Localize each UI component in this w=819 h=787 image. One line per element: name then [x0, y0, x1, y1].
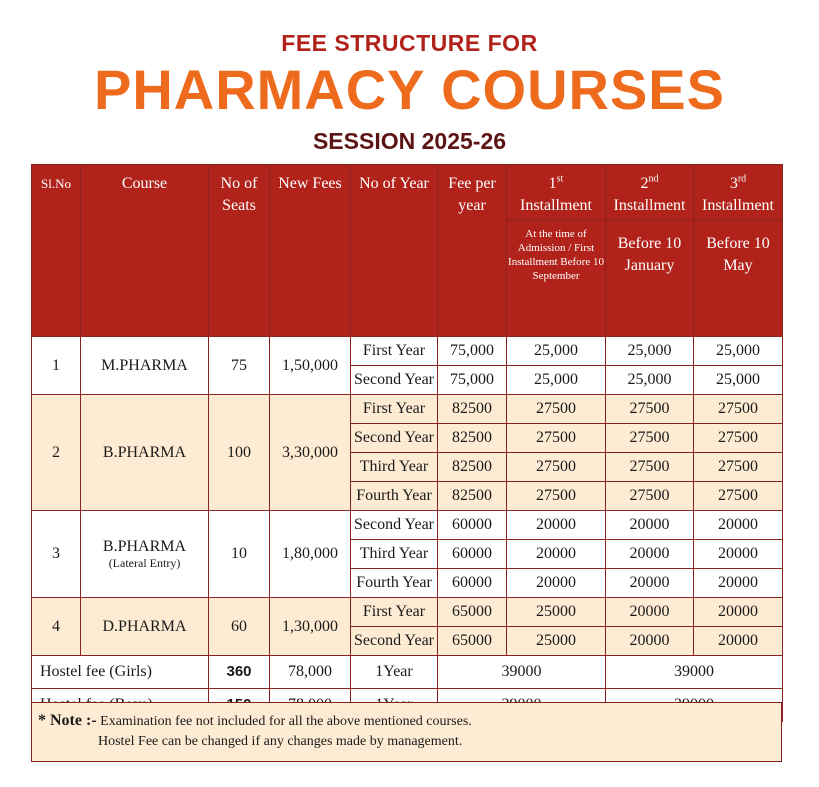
fee-per-year: 82500 [438, 482, 507, 511]
installment-3-amount: 20000 [694, 627, 783, 656]
installment-2-amount: 27500 [606, 424, 694, 453]
installment-3-amount: 27500 [694, 453, 783, 482]
year-label: Second Year [351, 627, 438, 656]
fee-per-year: 75,000 [438, 366, 507, 395]
installment-1-amount: 27500 [507, 424, 606, 453]
installment-2-amount: 27500 [606, 395, 694, 424]
course-name-text: B.PHARMA [102, 443, 187, 461]
year-label: Third Year [351, 540, 438, 569]
fee-per-year: 65000 [438, 627, 507, 656]
installment-2-amount: 25,000 [606, 337, 694, 366]
installment-3-amount: 20000 [694, 540, 783, 569]
header-installment-3: 3rd Installment [694, 165, 783, 221]
installment-2-amount: 27500 [606, 453, 694, 482]
installment-3-amount: 27500 [694, 395, 783, 424]
fee-per-year: 60000 [438, 540, 507, 569]
fee-per-year: 60000 [438, 511, 507, 540]
course-slno: 1 [32, 337, 81, 395]
installment-3-amount: 20000 [694, 511, 783, 540]
heading-fee-structure: FEE STRUCTURE FOR [281, 30, 538, 56]
installment-2-amount: 20000 [606, 511, 694, 540]
course-slno: 4 [32, 598, 81, 656]
header-fee-per-year: Fee per year [438, 165, 507, 337]
header-slno: Sl.No [32, 165, 81, 337]
header-installment-1: 1st Installment [507, 165, 606, 221]
year-label: Fourth Year [351, 569, 438, 598]
heading-pharmacy-courses: PHARMACY COURSES [93, 58, 726, 121]
year-label: Second Year [351, 424, 438, 453]
hostel-seats: 360 [209, 656, 270, 689]
installment-1-amount: 20000 [507, 511, 606, 540]
hostel-label: Hostel fee (Girls) [32, 656, 209, 689]
installment-2-amount: 20000 [606, 569, 694, 598]
course-name [81, 395, 209, 511]
header-no-of-year: No of Year [351, 165, 438, 337]
year-label: First Year [351, 598, 438, 627]
installment-3-amount: 25,000 [694, 366, 783, 395]
fee-table [31, 164, 783, 722]
year-label: Fourth Year [351, 482, 438, 511]
installment-1-amount: 25000 [507, 627, 606, 656]
year-label: Second Year [351, 511, 438, 540]
course-seats: 75 [209, 337, 270, 395]
hostel-year: 1Year [351, 656, 438, 689]
header-seats: No of Seats [209, 165, 270, 337]
installment-3-amount: 20000 [694, 569, 783, 598]
installment-2-amount: 20000 [606, 540, 694, 569]
course-name [81, 598, 209, 656]
installment-3-amount: 20000 [694, 598, 783, 627]
course-name-text: B.PHARMA [102, 537, 187, 555]
installment-2-amount: 27500 [606, 482, 694, 511]
installment-2-amount: 20000 [606, 627, 694, 656]
header-installment-2: 2nd Installment [606, 165, 694, 221]
fee-per-year: 82500 [438, 453, 507, 482]
note-line-2: Hostel Fee can be changed if any changes made by management. [98, 734, 463, 749]
fee-per-year: 82500 [438, 395, 507, 424]
course-subtitle: (Lateral Entry) [108, 555, 181, 570]
hostel-installment-2: 39000 [606, 656, 783, 689]
course-new-fees: 1,80,000 [270, 511, 351, 598]
course-slno: 2 [32, 395, 81, 511]
installment-1-amount: 27500 [507, 453, 606, 482]
installment-1-amount: 27500 [507, 395, 606, 424]
note-text-1: Examination fee not included for all the above mentioned courses. [100, 714, 472, 729]
installment-3-amount: 27500 [694, 424, 783, 453]
table-row [32, 598, 783, 627]
course-new-fees: 1,50,000 [270, 337, 351, 395]
table-row [32, 395, 783, 424]
year-label: First Year [351, 337, 438, 366]
installment-3-amount: 25,000 [694, 337, 783, 366]
installment-1-amount: 25,000 [507, 366, 606, 395]
fee-per-year: 60000 [438, 569, 507, 598]
header-installment-2-due: Before 10 January [606, 220, 694, 336]
course-seats: 100 [209, 395, 270, 511]
installment-2-amount: 20000 [606, 598, 694, 627]
installment-1-amount: 20000 [507, 540, 606, 569]
header-installment-1-due: At the time of Admission / First Installment Before 10 September [507, 220, 606, 336]
installment-1-amount: 20000 [507, 569, 606, 598]
course-name-text: M.PHARMA [101, 356, 188, 374]
course-seats: 10 [209, 511, 270, 598]
year-label: First Year [351, 395, 438, 424]
header-course: Course [81, 165, 209, 337]
header-row-top [32, 165, 783, 221]
table-row [32, 511, 783, 540]
course-slno: 3 [32, 511, 81, 598]
installment-3-amount: 27500 [694, 482, 783, 511]
course-name-text: D.PHARMA [102, 617, 187, 635]
year-label: Second Year [351, 366, 438, 395]
fee-per-year: 65000 [438, 598, 507, 627]
year-label: Third Year [351, 453, 438, 482]
heading-session: SESSION 2025-26 [312, 128, 507, 154]
header-installment-3-due: Before 10 May [694, 220, 783, 336]
course-name [81, 511, 209, 598]
hostel-installment-1: 39000 [438, 656, 606, 689]
table-row [32, 337, 783, 366]
installment-1-amount: 25000 [507, 598, 606, 627]
installment-2-amount: 25,000 [606, 366, 694, 395]
fee-per-year: 82500 [438, 424, 507, 453]
installment-1-amount: 25,000 [507, 337, 606, 366]
course-new-fees: 3,30,000 [270, 395, 351, 511]
course-name [81, 337, 209, 395]
fee-per-year: 75,000 [438, 337, 507, 366]
header-new-fees: New Fees [270, 165, 351, 337]
course-new-fees: 1,30,000 [270, 598, 351, 656]
note-line-1 [38, 712, 472, 730]
installment-1-amount: 27500 [507, 482, 606, 511]
hostel-fee: 78,000 [270, 656, 351, 689]
hostel-row [32, 656, 783, 689]
note-box [31, 702, 782, 762]
note-label: * Note :- [38, 712, 97, 729]
course-seats: 60 [209, 598, 270, 656]
